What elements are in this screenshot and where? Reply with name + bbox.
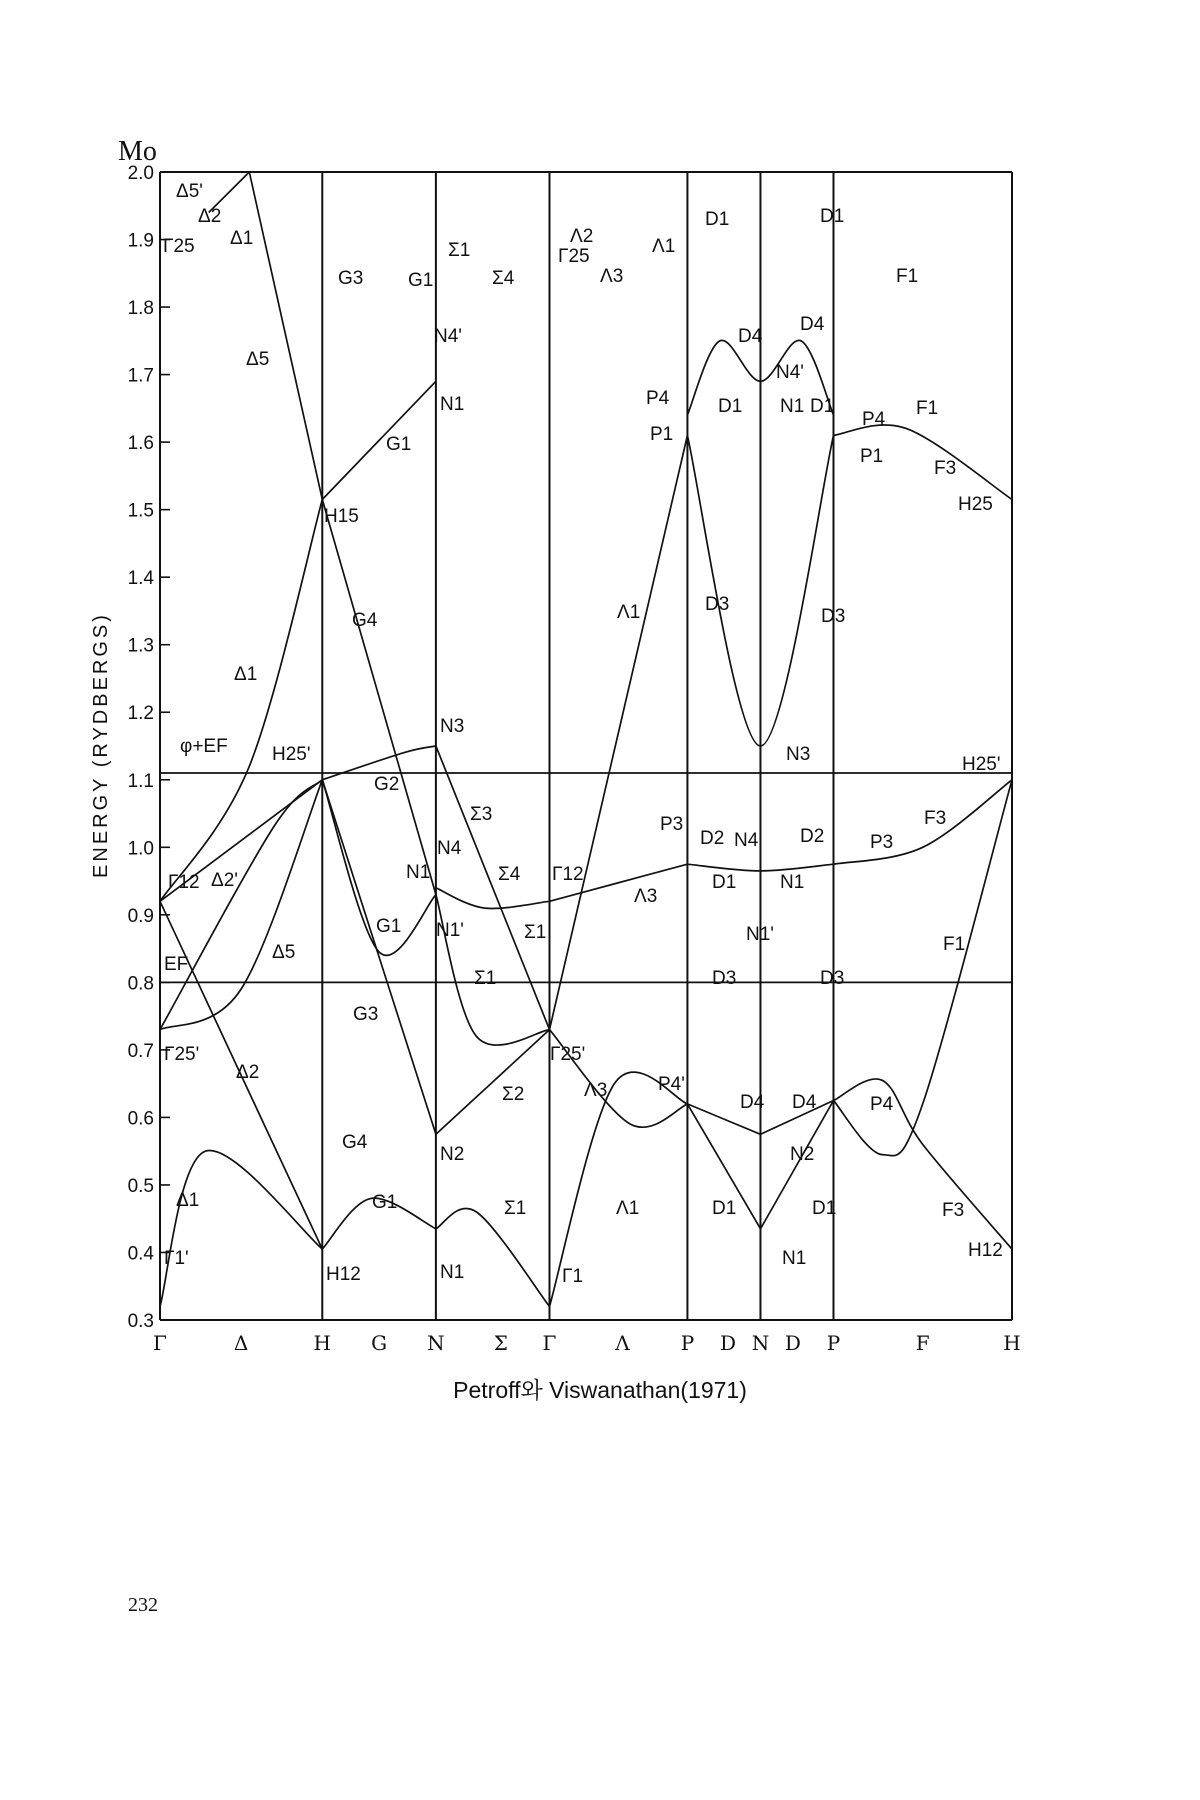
band-label: Σ2	[502, 1084, 525, 1105]
band-label: Λ3	[584, 1080, 608, 1101]
band-label: G4	[352, 610, 378, 631]
band-series	[834, 780, 1013, 864]
x-tick-label: P	[680, 1331, 695, 1355]
band-label: N4'	[776, 362, 804, 383]
band-label: N2	[790, 1144, 815, 1165]
band-label: Σ1	[474, 968, 497, 989]
x-tick-label: H	[1003, 1331, 1021, 1355]
y-tick-label: 1.3	[127, 635, 154, 657]
band-label: Δ2	[236, 1062, 260, 1083]
band-label: Γ12	[168, 872, 200, 893]
band-label: N2	[440, 1144, 465, 1165]
band-series	[834, 780, 1013, 1156]
band-label: Δ2'	[211, 870, 238, 891]
y-tick-label: 1.7	[127, 365, 154, 387]
y-tick-label: 1.5	[127, 500, 154, 522]
band-label: P3	[870, 832, 894, 853]
y-tick-label: 2.0	[127, 163, 154, 184]
band-label: Λ2	[570, 226, 594, 247]
y-tick-label: 1.9	[127, 230, 154, 252]
band-label: N3	[440, 716, 465, 737]
band-label: Γ25	[558, 246, 590, 267]
band-label: N3	[786, 744, 811, 765]
band-label: G1	[372, 1192, 398, 1213]
band-label: D1	[712, 1198, 737, 1219]
band-label: Δ5	[272, 942, 296, 963]
band-label: G3	[338, 268, 364, 289]
band-label: Λ1	[652, 236, 676, 257]
band-label: D2	[700, 828, 725, 849]
y-tick-label: 1.6	[127, 433, 154, 455]
y-tick-label: 1.0	[127, 838, 154, 860]
band-label: D3	[712, 968, 737, 989]
y-tick-label: 1.1	[127, 770, 154, 792]
band-label: D1	[810, 396, 835, 417]
band-label: G3	[353, 1004, 379, 1025]
x-tick-label: Λ	[615, 1331, 630, 1355]
band-label: D4	[800, 314, 825, 335]
x-tick-label: N	[427, 1331, 445, 1355]
band-label: Γ25	[163, 236, 195, 257]
band-label: Σ4	[498, 864, 521, 885]
x-tick-label: G	[371, 1331, 388, 1355]
band-curves	[160, 172, 1012, 1307]
band-label: N1	[782, 1248, 807, 1269]
y-tick-label: 0.4	[127, 1243, 154, 1265]
chart-title: Mo	[118, 136, 157, 167]
x-tick-label: D	[719, 1331, 737, 1355]
band-label: N1'	[746, 924, 774, 945]
band-label: H12	[968, 1240, 1003, 1261]
band-label: Δ1	[230, 228, 254, 249]
band-series	[550, 435, 688, 1029]
band-label: G2	[374, 774, 400, 795]
band-label: G1	[376, 916, 402, 937]
y-tick-label: 0.6	[127, 1108, 154, 1130]
y-tick-label: 0.8	[127, 973, 154, 995]
band-label: Λ1	[617, 602, 641, 623]
band-label: P1	[860, 446, 884, 467]
x-tick-label: D	[784, 1331, 801, 1355]
band-label: Λ1	[616, 1198, 640, 1219]
band-label: H15	[324, 506, 359, 527]
band-label: F1	[916, 398, 939, 419]
band-label: P1	[650, 424, 674, 445]
band-label: F1	[943, 934, 966, 955]
band-label: D1	[812, 1198, 837, 1219]
band-label: H25	[958, 494, 993, 515]
band-label: Δ1	[176, 1190, 200, 1211]
band-label: Δ5	[246, 349, 270, 370]
y-tick-label: 1.2	[127, 703, 154, 725]
band-label: N4'	[434, 326, 462, 347]
band-label: D2	[800, 826, 825, 847]
band-label: Σ3	[470, 804, 493, 825]
band-label: N1'	[436, 920, 464, 941]
band-label: F1	[896, 266, 919, 287]
band-label: D1	[712, 872, 737, 893]
band-series	[160, 780, 322, 1030]
band-series	[160, 780, 322, 1030]
band-label: Σ1	[504, 1198, 527, 1219]
band-label: EF	[164, 954, 189, 975]
band-label: D4	[738, 326, 763, 347]
x-tick-label: Δ	[233, 1331, 249, 1355]
y-tick-label: 0.3	[127, 1311, 154, 1332]
band-label: Γ1	[562, 1266, 584, 1287]
y-tick-label: 0.5	[127, 1175, 154, 1197]
y-ticks	[128, 163, 170, 1332]
band-label: Σ1	[524, 922, 547, 943]
band-label: G1	[386, 434, 412, 455]
x-tick-label: Γ	[153, 1331, 167, 1355]
y-axis-label: ENERGY (RYDBERGS)	[90, 612, 112, 878]
band-label: N1	[440, 394, 465, 415]
band-label: N1	[406, 862, 431, 883]
band-label: N1	[780, 872, 805, 893]
band-label: Δ1	[234, 664, 258, 685]
band-label: Γ12	[552, 864, 584, 885]
band-series	[436, 1208, 550, 1306]
x-tick-label: F	[915, 1331, 930, 1355]
band-label: D1	[718, 396, 743, 417]
x-tick-label: N	[751, 1331, 770, 1355]
x-tick-label: Σ	[493, 1331, 508, 1355]
y-tick-label: 1.8	[127, 298, 154, 320]
band-label: D3	[821, 606, 846, 627]
x-tick-label: P	[826, 1331, 841, 1355]
band-label: G4	[342, 1132, 368, 1153]
band-label: Σ1	[448, 240, 471, 261]
band-label: Λ3	[634, 886, 658, 907]
band-label: Δ2	[198, 206, 222, 227]
band-label: Γ25'	[164, 1044, 200, 1065]
page-number: 232	[128, 1594, 158, 1616]
band-label: φ+EF	[180, 736, 228, 757]
band-label: P4	[870, 1094, 894, 1115]
x-ticks	[153, 1331, 1021, 1355]
y-tick-label: 1.4	[127, 568, 154, 590]
band-label: D1	[820, 206, 845, 227]
band-label: F3	[924, 808, 947, 829]
band-label: D4	[792, 1092, 817, 1113]
band-label: G1	[408, 270, 434, 291]
band-label: Δ5'	[176, 181, 203, 202]
band-label: P4'	[658, 1074, 685, 1095]
band-label: N4	[437, 838, 462, 859]
band-label: D3	[705, 594, 730, 615]
band-series	[160, 1150, 322, 1306]
band-label: H25'	[272, 744, 311, 765]
band-series	[436, 888, 550, 909]
x-tick-label: Γ	[542, 1331, 557, 1355]
band-label: H25'	[962, 754, 1001, 775]
band-label: F3	[934, 458, 957, 479]
band-label: P4	[862, 409, 886, 430]
band-label: D3	[820, 968, 845, 989]
band-label: P4	[646, 388, 670, 409]
band-label: N1	[780, 396, 805, 417]
figure-caption: Petroff와 Viswanathan(1971)	[453, 1377, 747, 1403]
band-label: D1	[705, 209, 730, 230]
y-tick-label: 0.7	[127, 1040, 154, 1062]
band-label: N1	[440, 1262, 465, 1283]
band-label: F3	[942, 1200, 965, 1221]
band-series	[322, 381, 436, 499]
band-label: Σ4	[492, 268, 515, 289]
band-label: P3	[660, 814, 684, 835]
band-label: Γ1'	[164, 1248, 189, 1269]
band-label: N4	[734, 830, 759, 851]
band-series	[249, 172, 322, 500]
band-label: H12	[326, 1264, 361, 1285]
band-label: Λ3	[600, 266, 624, 287]
x-tick-label: H	[313, 1331, 332, 1355]
band-label: D4	[740, 1092, 765, 1113]
y-tick-label: 0.9	[127, 905, 154, 927]
band-label: Γ25'	[550, 1044, 586, 1065]
